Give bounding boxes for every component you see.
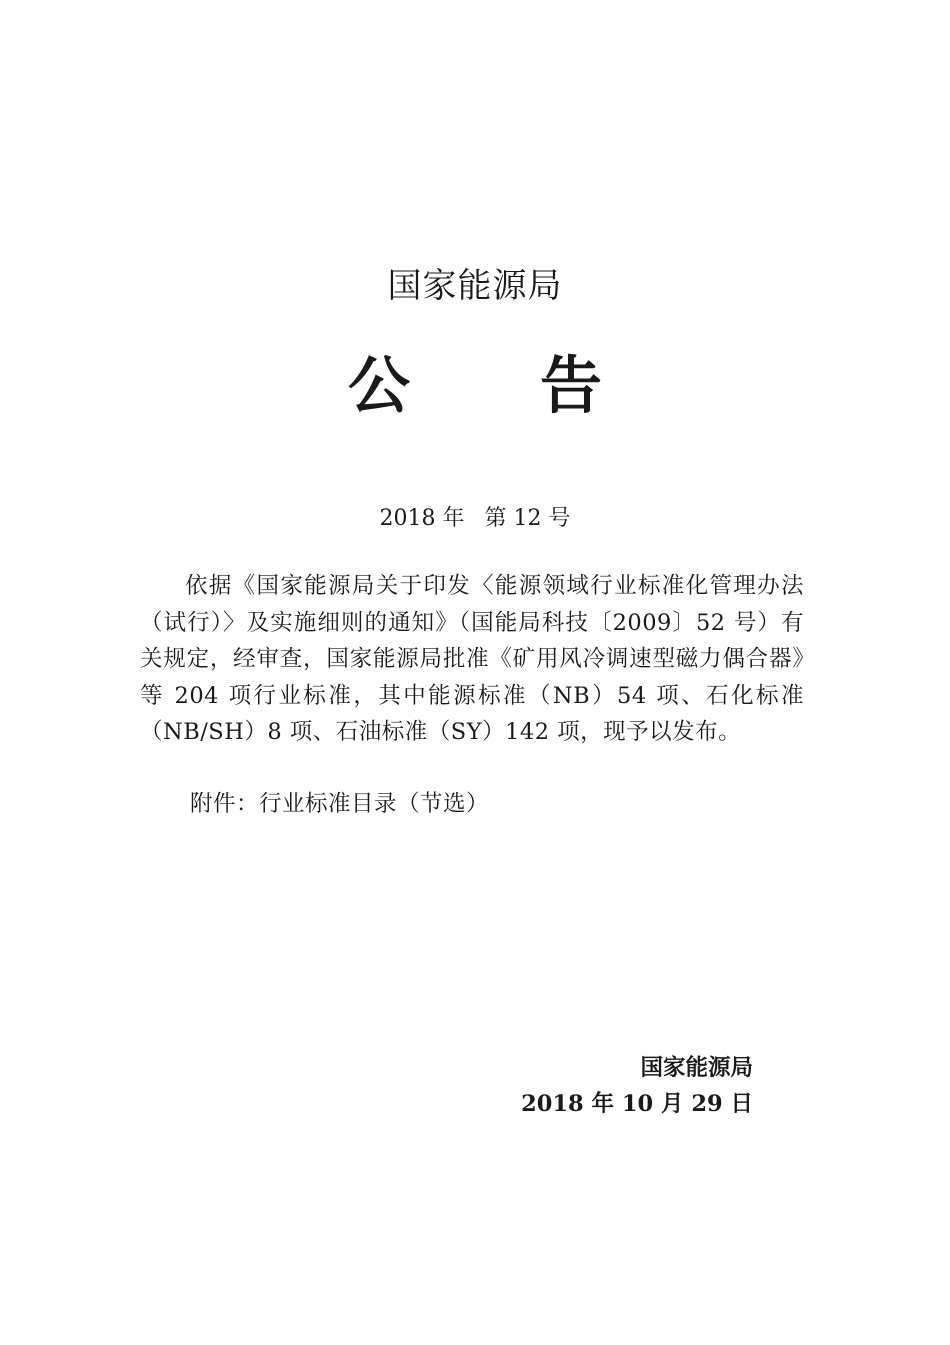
body-paragraph: 依据《国家能源局关于印发〈能源领域行业标准化管理办法（试行）〉及实施细则的通知》（国能局科技〔2009〕52 号）有关规定，经审查，国家能源局批准《矿用风冷调速型磁力偶合器》等 204 项行业标准，其中能源标准（NB）54 项、石化标准（NB/SH）8 项、石油标准（SY）142 项，现予以发布。 — [140, 573, 804, 745]
document-year: 2018 年 — [379, 506, 465, 531]
signature-date: 2018 年 10 月 29 日 — [521, 1091, 753, 1117]
signature-organization: 国家能源局 — [640, 1055, 753, 1081]
document-number — [0, 503, 950, 535]
title-char-1: 公 — [347, 349, 410, 422]
title-char-2: 告 — [539, 349, 602, 422]
document-issue-number: 第 12 号 — [484, 506, 571, 531]
issuer-header: 国家能源局 — [387, 266, 563, 306]
document-title — [0, 346, 950, 426]
signature-block — [521, 1050, 753, 1122]
attachment-line: 附件：行业标准目录（节选） — [190, 791, 490, 817]
